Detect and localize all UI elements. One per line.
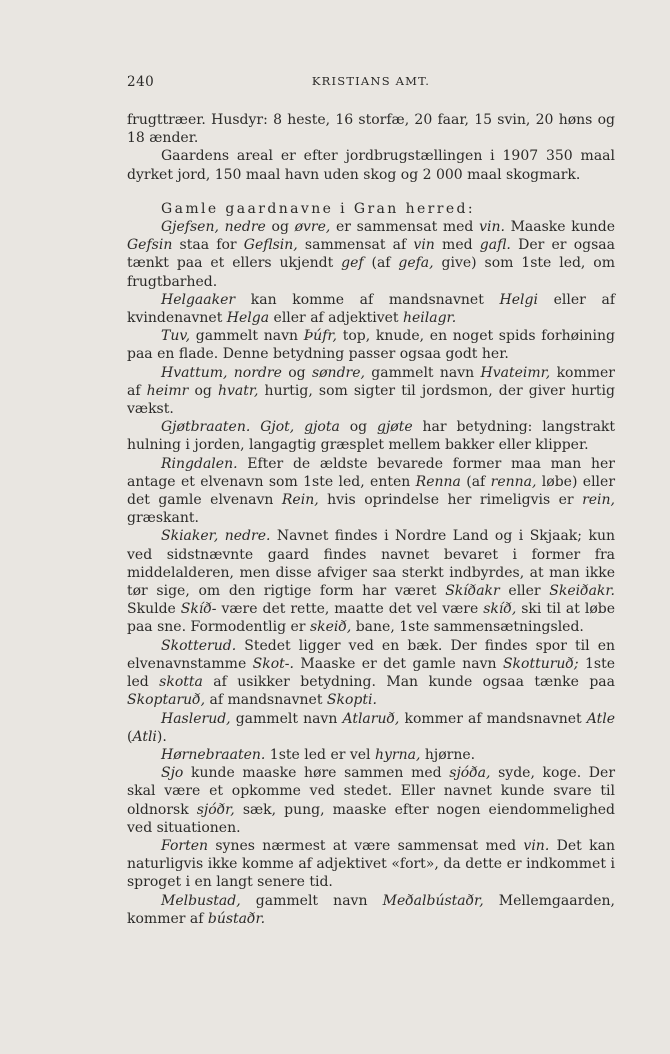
text-run: ). (156, 728, 167, 745)
text-run: (af (363, 255, 399, 272)
italic-term: Skeiðakr. (549, 583, 615, 600)
page-number: 240 (127, 74, 155, 90)
italic-term: Skotturuð; (502, 655, 579, 672)
text-run: 1ste led (127, 655, 615, 691)
paragraph (127, 764, 615, 837)
italic-term: Skíð- (180, 601, 217, 618)
text-run: (af (460, 473, 491, 490)
italic-term: vin. (479, 219, 505, 236)
text-run: synes nærmest at være sammensat med (208, 837, 524, 854)
italic-term: gefa, (398, 255, 434, 272)
italic-term: Geflsin, (243, 237, 298, 254)
italic-term: skeið, (309, 619, 352, 636)
text-run: ski til at løbe paa sne. Formodentlig er (127, 601, 616, 636)
page-header (127, 74, 615, 94)
italic-term: gef (341, 255, 364, 272)
text-run: hvis oprindelse her rimeligvis er (318, 492, 583, 509)
italic-term: Melbustad, (161, 892, 241, 909)
text-run: gammelt navn (190, 328, 304, 345)
text-run: gammelt navn (240, 892, 383, 909)
text-run: hurtig, som sigter til jordsmon, der giver hurtig vækst. (127, 382, 615, 418)
italic-term: Hvateimr, (480, 364, 551, 381)
italic-term: gjøte (376, 419, 413, 436)
text-run: give) som 1ste led, om frugtbarhed. (127, 255, 615, 290)
italic-term: søndre, (311, 364, 365, 381)
italic-term: sjóðr, (196, 801, 235, 818)
italic-term: Forten (161, 837, 208, 854)
italic-term: Helga (226, 310, 270, 327)
text-run: Det kan naturligvis ikke komme af adjektivet «fort», da dette er indkommet i sproget i en langt senere tid. (127, 837, 615, 891)
paragraph (127, 111, 615, 147)
italic-term: renna, (490, 473, 537, 490)
paragraph (127, 147, 615, 183)
italic-term: Skotterud. (161, 637, 237, 654)
text-run: af usikker betydning. Man kunde ogsaa tænke paa (202, 674, 615, 691)
text-run: og (265, 219, 295, 236)
italic-term: Skopti. (326, 692, 377, 709)
text-run: Skulde (127, 601, 181, 618)
paragraph (127, 746, 615, 764)
paragraph (127, 837, 615, 892)
italic-term: øvre, (294, 219, 331, 236)
text-run: Maaske er det gamle navn (293, 655, 503, 672)
text-run (250, 419, 260, 435)
text-run: være det rette, maatte det vel være (216, 601, 484, 618)
italic-term: Helgaaker (161, 291, 236, 308)
italic-term: heilagr. (402, 310, 457, 327)
italic-term: Hørnebraaten. (161, 746, 266, 763)
text-run: har betydning: langstrakt hulning i jorden, langagtig græsplet mellem bakker eller klipper. (127, 419, 616, 454)
text-run: og (339, 419, 377, 436)
italic-term: Haslerud, (161, 710, 231, 727)
text-run: er sammensat med (330, 219, 480, 236)
body-text (127, 111, 615, 928)
italic-term: Sjo (161, 765, 184, 782)
italic-term: hvatr, (217, 382, 259, 399)
italic-term: Meðalbústaðr, (382, 892, 484, 909)
italic-term: vin (413, 237, 435, 254)
text-run: eller af adjektivet (269, 310, 403, 327)
italic-term: Helgi (499, 291, 538, 308)
italic-term: sjóða, (449, 765, 491, 782)
italic-term: Skiaker, nedre. (161, 528, 271, 545)
paragraph (127, 455, 615, 528)
text-run: syde, koge. Der skal være et opkomme ved stedet. Eller navnet kunde svare til oldnorsk (127, 765, 616, 818)
paragraph (127, 364, 615, 419)
italic-term: Skíðakr (445, 583, 500, 600)
italic-term: Tuv, (161, 328, 191, 345)
italic-term: Gjøtbraaten. (161, 419, 251, 436)
text-run: af mandsnavnet (205, 692, 327, 709)
italic-term: gafl. (479, 237, 511, 254)
text-run: løbe) eller det gamle elvenavn (127, 473, 616, 509)
text-run: ( (127, 728, 133, 745)
text-run: gammelt navn (230, 710, 343, 727)
paragraph (127, 218, 615, 291)
italic-term: Gjot, gjota (260, 419, 340, 436)
italic-term: skotta (159, 674, 203, 691)
text-run: sammensat af (297, 237, 414, 254)
text-run: top, knude, en noget spids forhøining paa en flade. Denne betydning passer ogsaa godt her. (127, 328, 615, 363)
text-run: og (188, 382, 218, 399)
text-run: hjørne. (420, 746, 476, 763)
text-run: kommer af (127, 364, 616, 399)
italic-term: Hvattum, nordre (161, 364, 282, 381)
paragraph (127, 327, 615, 363)
italic-term: Skoptaruð, (127, 692, 206, 709)
italic-term: Þúfr, (303, 328, 337, 345)
text-run: kan komme af mandsnavnet (235, 291, 500, 308)
paragraph (127, 291, 615, 327)
text-run: kunde maaske høre sammen med (183, 765, 450, 782)
text-run: Gamle gaardnavne i Gran herred: (161, 200, 476, 217)
paragraph (127, 200, 615, 218)
italic-term: Atli (132, 728, 157, 745)
text-run: og (281, 364, 312, 381)
text-run: Der er ogsaa tænkt paa et ellers ukjendt (127, 237, 615, 272)
italic-term: Rein, (281, 492, 319, 509)
text-run: Navnet findes i Nordre Land og i Skjaak; kun ved sidstnævnte gaard findes navnet bevaret i former fra middelalderen, men disse afviger saa sterkt indbyrdes, at man ikke tør sige, om den rigtige form har været (127, 528, 615, 600)
text-run: staa for (172, 237, 244, 254)
text-run: 1ste led er vel (265, 746, 375, 763)
italic-term: Gjefsen, nedre (161, 219, 266, 236)
italic-term: vin. (523, 837, 550, 854)
text-run: bane, 1ste sammensætningsled. (351, 619, 584, 636)
italic-term: heimr (146, 382, 189, 399)
text-run: Gaardens areal er efter jordbrugstællingen i 1907 350 maal dyrket jord, 150 maal havn uden skog og 2 000 maal skogmark. (127, 148, 615, 183)
text-run: eller af kvindenavnet (127, 291, 616, 327)
running-head: KRISTIANS AMT. (311, 74, 431, 88)
text-run: Mellemgaarden, kommer af (127, 892, 615, 927)
text-run: frugttræer. Husdyr: 8 heste, 16 storfæ, 20 faar, 15 svin, 20 høns og 18 ænder. (127, 112, 615, 147)
paragraph (127, 892, 615, 928)
text-run: med (434, 237, 480, 254)
text-run: græskant. (127, 510, 199, 527)
italic-term: Skot-. (252, 655, 294, 672)
italic-term: Ringdalen. (161, 455, 238, 472)
paragraph (127, 527, 615, 636)
italic-term: bústaðr. (207, 910, 266, 927)
italic-term: hyrna, (375, 746, 421, 763)
italic-term: Atle (586, 710, 615, 727)
paragraph (127, 637, 615, 710)
text-run: gammelt navn (364, 364, 481, 381)
text-run: Maaske kunde (504, 219, 616, 236)
text-run: eller (499, 583, 550, 600)
text-run: kommer af mandsnavnet (399, 710, 587, 727)
paragraph (127, 710, 615, 746)
italic-term: skíð, (483, 601, 517, 618)
italic-term: Atlaruð, (342, 710, 400, 727)
text-run: sæk, pung, maaske efter nogen eiendommelighed ved situationen. (127, 801, 616, 836)
text-run: Efter de ældste bevarede former maa man her antage et elvenavn som 1ste led, enten (127, 455, 615, 490)
paragraph (127, 418, 615, 454)
italic-term: Gefsin (127, 237, 173, 254)
text-run: Stedet ligger ved en bæk. Der findes spor til en elvenavnstamme (127, 637, 615, 672)
italic-term: rein, (582, 492, 615, 509)
italic-term: Renna (415, 473, 461, 490)
